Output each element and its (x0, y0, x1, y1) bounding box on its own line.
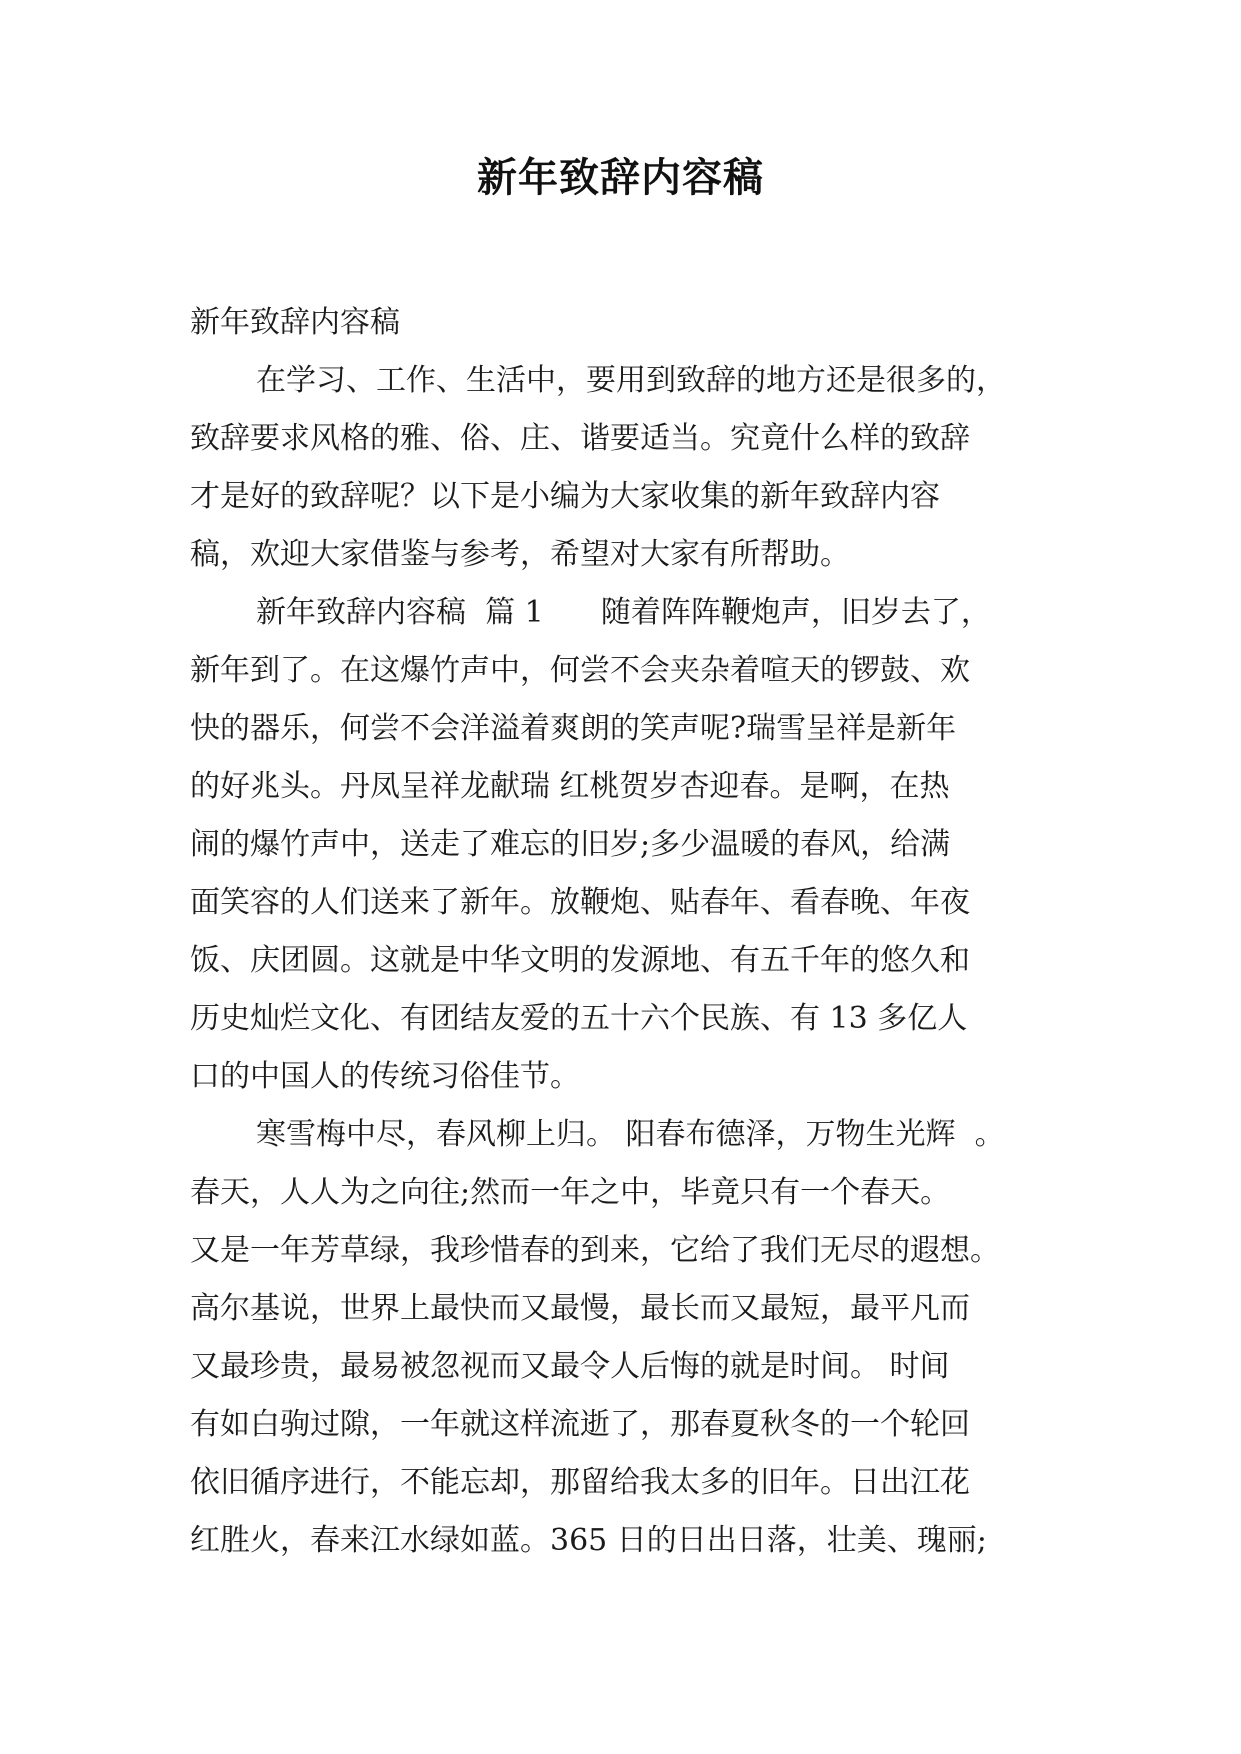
body-line: 红胜火，春来江水绿如蓝。365 日的日出日落，壮美、瑰丽; (190, 1523, 987, 1558)
body-line: 在学习、工作、生活中，要用到致辞的地方还是很多的， (256, 363, 1006, 398)
document-body (190, 294, 1050, 1570)
document-title: 新年致辞内容稿 (477, 155, 764, 201)
body-line: 饭、庆团圆。这就是中华文明的发源地、有五千年的悠久和 (190, 943, 970, 978)
body-line: 历史灿烂文化、有团结友爱的五十六个民族、有 13 多亿人 (190, 1001, 968, 1036)
body-line: 口的中国人的传统习俗佳节。 (190, 1059, 580, 1094)
body-line: 新年到了。在这爆竹声中，何尝不会夹杂着喧天的锣鼓、欢 (190, 653, 970, 688)
body-line: 有如白驹过隙，一年就这样流逝了，那春夏秋冬的一个轮回 (190, 1407, 970, 1442)
body-line: 又是一年芳草绿，我珍惜春的到来，它给了我们无尽的遐想。 (190, 1233, 1000, 1268)
body-line: 寒雪梅中尽，春风柳上归。 阳春布德泽，万物生光辉 。 (256, 1117, 1005, 1152)
body-line: 面笑容的人们送来了新年。放鞭炮、贴春年、看春晚、年夜 (190, 885, 970, 920)
body-line: 快的器乐，何尝不会洋溢着爽朗的笑声呢?瑞雪呈祥是新年 (190, 711, 957, 746)
body-line: 的好兆头。丹凤呈祥龙献瑞 红桃贺岁杏迎春。是啊，在热 (190, 769, 950, 804)
body-line: 高尔基说，世界上最快而又最慢，最长而又最短，最平凡而 (190, 1291, 970, 1326)
body-line: 新年致辞内容稿 (190, 305, 400, 340)
body-line: 才是好的致辞呢？以下是小编为大家收集的新年致辞内容 (190, 479, 940, 514)
body-line: 稿，欢迎大家借鉴与参考，希望对大家有所帮助。 (190, 537, 850, 572)
body-line: 春天，人人为之向往;然而一年之中，毕竟只有一个春天。 (190, 1175, 951, 1210)
body-line: 又最珍贵，最易被忽视而又最令人后悔的就是时间。 时间 (190, 1349, 950, 1384)
body-line: 依旧循序进行，不能忘却，那留给我太多的旧年。日出江花 (190, 1465, 970, 1500)
body-line: 致辞要求风格的雅、俗、庄、谐要适当。究竟什么样的致辞 (190, 421, 970, 456)
body-line: 闹的爆竹声中，送走了难忘的旧岁;多少温暖的春风，给满 (190, 827, 951, 862)
body-line: 新年致辞内容稿 篇 1 随着阵阵鞭炮声，旧岁去了， (256, 595, 991, 630)
